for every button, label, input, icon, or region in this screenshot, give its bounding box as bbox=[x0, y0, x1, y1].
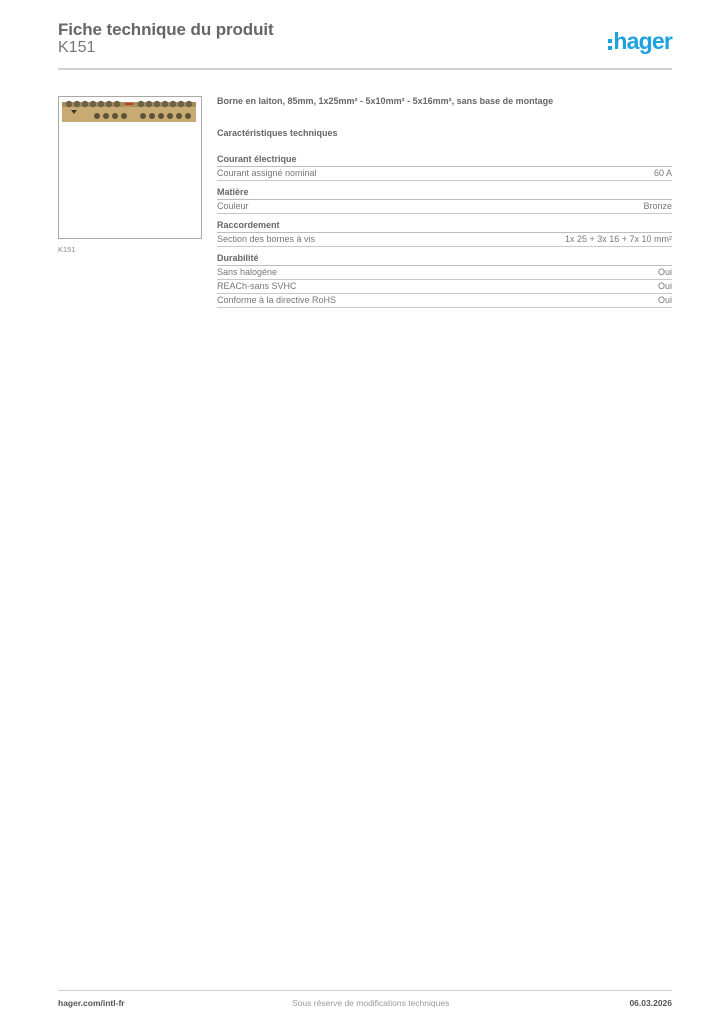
spec-row bbox=[217, 266, 672, 280]
spec-group-matiere bbox=[217, 187, 672, 214]
spec-label: Conforme à la directive RoHS bbox=[217, 295, 337, 305]
spec-label: REACh-sans SVHC bbox=[217, 281, 297, 291]
spec-value: Oui bbox=[657, 281, 672, 291]
spec-row bbox=[217, 280, 672, 294]
product-reference: K151 bbox=[58, 39, 96, 56]
brass-terminal-bar-icon bbox=[59, 97, 200, 137]
spec-label: Courant assigné nominal bbox=[217, 168, 317, 178]
header-divider bbox=[58, 68, 672, 70]
spec-group-title: Courant électrique bbox=[217, 154, 672, 167]
spec-value: Oui bbox=[657, 295, 672, 305]
spec-content bbox=[217, 96, 672, 314]
footer-notice: Sous réserve de modifications techniques bbox=[292, 998, 450, 1008]
spec-group-durabilite bbox=[217, 253, 672, 308]
page-header bbox=[58, 20, 672, 70]
footer-date: 06.03.2026 bbox=[629, 998, 672, 1008]
spec-group-raccordement bbox=[217, 220, 672, 247]
spec-value: 60 A bbox=[653, 168, 672, 178]
logo-text: hager bbox=[613, 28, 672, 54]
spec-label: Section des bornes à vis bbox=[217, 234, 316, 244]
product-image bbox=[58, 96, 202, 239]
spec-label: Sans halogène bbox=[217, 267, 278, 277]
logo-colon-icon bbox=[608, 39, 612, 50]
spec-value: 1x 25 + 3x 16 + 7x 10 mm² bbox=[564, 234, 672, 244]
spec-group-title: Durabilité bbox=[217, 253, 672, 266]
spec-label: Couleur bbox=[217, 201, 249, 211]
footer-divider bbox=[58, 990, 672, 991]
spec-value: Oui bbox=[657, 267, 672, 277]
product-image-caption: K151 bbox=[58, 245, 76, 254]
spec-group-courant bbox=[217, 154, 672, 181]
hager-logo bbox=[608, 28, 672, 55]
spec-group-title: Raccordement bbox=[217, 220, 672, 233]
spec-group-title: Matière bbox=[217, 187, 672, 200]
spec-row bbox=[217, 233, 672, 247]
spec-row bbox=[217, 294, 672, 308]
page-title: Fiche technique du produit bbox=[58, 20, 274, 39]
spec-row bbox=[217, 167, 672, 181]
specs-heading: Caractéristiques techniques bbox=[217, 128, 338, 138]
product-description: Borne en laiton, 85mm, 1x25mm² - 5x10mm² - 5x16mm², sans base de montage bbox=[217, 96, 554, 106]
spec-row bbox=[217, 200, 672, 214]
footer-website-link[interactable]: hager.com/intl-fr bbox=[58, 998, 125, 1008]
spec-value: Bronze bbox=[643, 201, 672, 211]
